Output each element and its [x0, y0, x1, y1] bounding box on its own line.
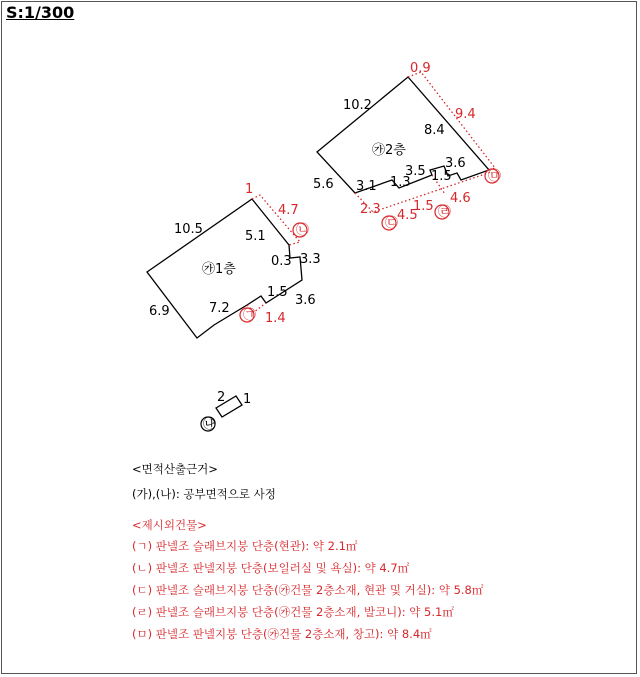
area-basis-heading: <면적산출근거> — [132, 462, 218, 476]
dim-2f-8-4: 8.4 — [424, 123, 445, 138]
marker-b-label: ㉡ — [296, 223, 310, 238]
building-na-label: ㉯ — [203, 417, 217, 432]
extra-building-e: (ㅁ) 판넬조 판넬지붕 단층(㉮건물 2층소재, 창고): 약 8.4㎡ — [132, 627, 432, 641]
extra-building-a: (ㄱ) 판넬조 슬래브지붕 단층(현관): 약 2.1㎡ — [132, 539, 358, 553]
dim-c-2-3: 2.3 — [360, 202, 381, 217]
dim-na-2: 2 — [217, 390, 226, 405]
marker-c-label: ㉢ — [385, 216, 399, 231]
dim-e-9-4: 9.4 — [455, 107, 476, 122]
dim-c-4-5: 4.5 — [397, 208, 418, 223]
dim-d-4-6: 4.6 — [450, 191, 471, 206]
extra-building-d: (ㄹ) 판넬조 슬래브지붕 단층(㉮건물 2층소재, 발코니): 약 5.1㎡ — [132, 605, 454, 619]
dim-1f-7-2: 7.2 — [209, 301, 230, 316]
building-ga-1f-label: ㉮1층 — [202, 262, 236, 277]
building-ga-2f-label: ㉮2층 — [372, 143, 406, 158]
area-basis-line: (가),(나): 공부면적으로 사정 — [132, 487, 276, 501]
dim-1f-0-3: 0.3 — [271, 254, 292, 269]
dim-1f-5-1: 5.1 — [245, 229, 266, 244]
dim-2f-1-5: 1.5 — [431, 169, 452, 184]
dim-2f-10-2: 10.2 — [343, 98, 372, 113]
dim-e-0-9: 0.9 — [410, 61, 431, 76]
dim-na-1: 1 — [243, 392, 252, 407]
dim-d-1-5: 1.5 — [413, 199, 434, 214]
marker-a-label: ㉠ — [243, 308, 257, 323]
dim-2f-3-1: 3.1 — [356, 179, 377, 194]
extra-building-c: (ㄷ) 판넬조 슬래브지붕 단층(㉮건물 2층소재, 현관 및 거실): 약 5.8㎡ — [132, 583, 484, 597]
dim-1f-10-5: 10.5 — [174, 222, 203, 237]
dim-1f-6-9: 6.9 — [149, 304, 170, 319]
dim-1f-1-5: 1.5 — [267, 285, 288, 300]
dim-b-4-7: 4.7 — [278, 203, 299, 218]
dim-2f-1-3: 1.3 — [390, 175, 411, 190]
dim-a-1-4: 1.4 — [265, 311, 286, 326]
dim-b-1: 1 — [245, 182, 254, 197]
extra-building-b: (ㄴ) 판넬조 판넬지붕 단층(보일러실 및 욕실): 약 4.7㎡ — [132, 561, 410, 575]
dim-2f-3-6: 3.6 — [445, 156, 466, 171]
dim-1f-3-6: 3.6 — [295, 293, 316, 308]
marker-e-label: ㉤ — [488, 169, 502, 184]
marker-d-label: ㉣ — [438, 205, 452, 220]
scale-label: S:1/300 — [6, 3, 75, 22]
dim-1f-3-3: 3.3 — [300, 252, 321, 267]
dim-2f-5-6: 5.6 — [313, 177, 334, 192]
dim-2f-3-5: 3.5 — [405, 164, 426, 179]
extra-buildings-heading: <제시외건물> — [132, 518, 207, 532]
